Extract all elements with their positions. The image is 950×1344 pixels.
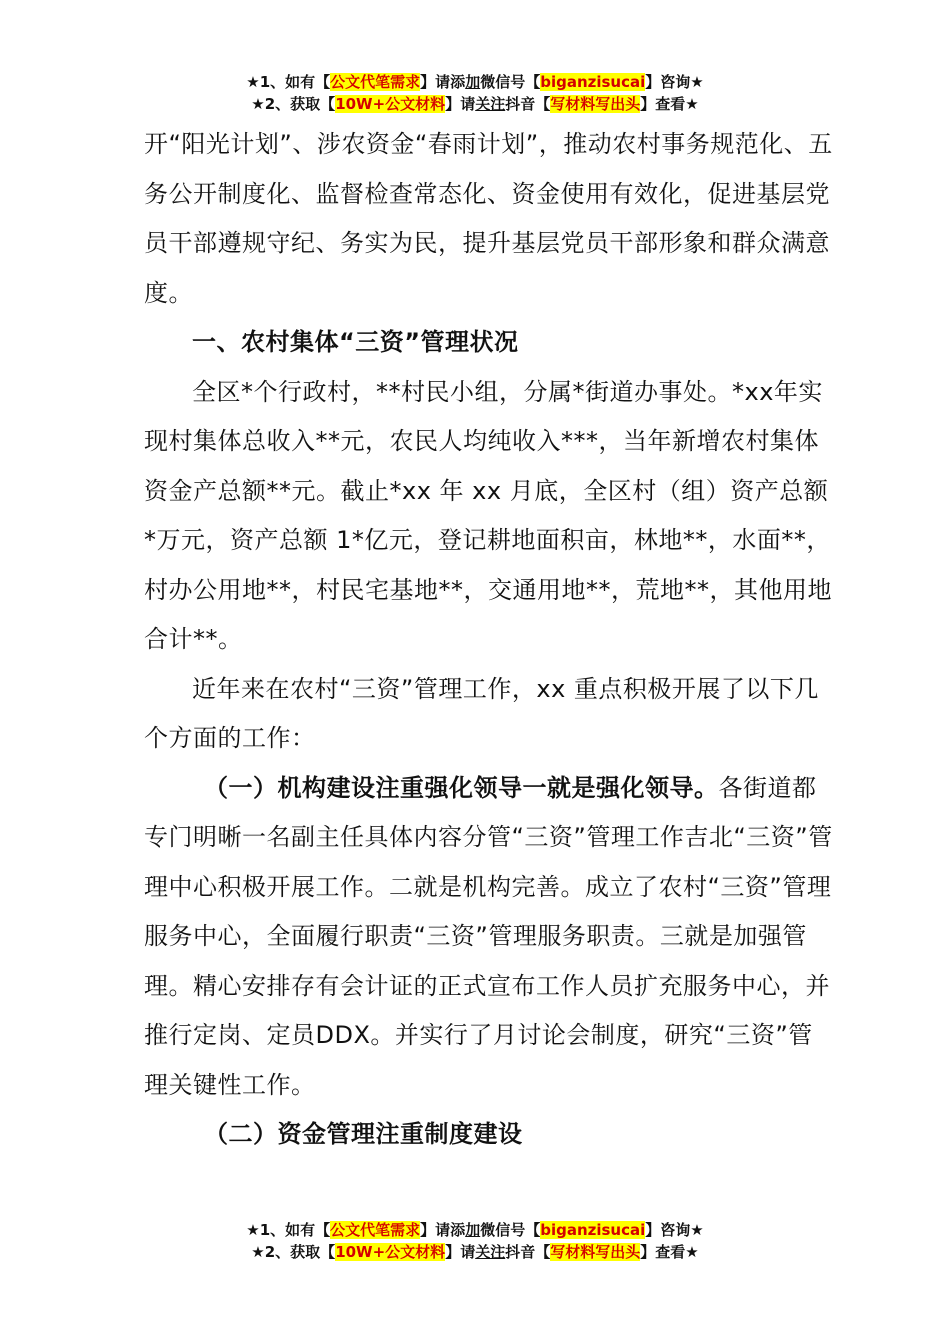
paragraph-4: [144, 764, 834, 1111]
banner-text: 】咨询★: [645, 73, 704, 91]
banner-highlight: 10W+公文材料: [335, 95, 446, 113]
subsection-heading-1: （一）机构建设注重强化领导一就是强化领导。: [204, 773, 719, 802]
banner-line-2: [0, 94, 950, 116]
banner-highlight: 写材料写出头: [550, 95, 641, 113]
banner-text: 抖音【: [505, 95, 551, 113]
banner-underlined: 加: [465, 73, 481, 91]
banner-highlight: 写材料写出头: [550, 1243, 641, 1261]
banner-highlight: biganzisucai: [540, 73, 646, 91]
banner-text: ★2、获取【: [251, 95, 336, 113]
banner-text: 】请: [445, 95, 476, 113]
banner-text: 】咨询★: [645, 1221, 704, 1239]
banner-highlight: 公文代笔需求: [330, 1221, 421, 1239]
banner-text: 】查看★: [640, 95, 699, 113]
banner-underlined: 加: [465, 1221, 481, 1239]
paragraph-1: 开“阳光计划”、涉农资金“春雨计划”，推动农村事务规范化、五务公开制度化、监督检查常态化、资金使用有效化，促进基层党员干部遵规守纪、务实为民，提升基层党员干部形象和群众满意度。: [144, 130, 833, 307]
paragraph-2: 全区*个行政村，**村民小组，分属*街道办事处。*xx年实现村集体总收入**元，农民人均纯收入***，当年新增农村集体资金产总额**元。截止*xx 年 xx 月底，全区村（组）资产总额*万元，资产总额 1*亿元，登记耕地面积亩，林地**，水面**，村办公用地**，村民宅基地**，交通用地**，荒地**，其他用地合计**。: [144, 377, 832, 653]
banner-underlined: 关注: [475, 1243, 506, 1261]
banner-text: 】请添: [420, 73, 466, 91]
paragraph-4-text: 各街道都专门明晰一名副主任具体内容分管“三资”管理工作吉北“三资”管理中心积极开展工作。二就是机构完善。成立了农村“三资”管理服务中心，全面履行职责“三资”管理服务职责。三就是加强管理。精心安排存有会计证的正式宣布工作人员扩充服务中心，并推行定岗、定员DDX。并实行了月讨论会制度，研究“三资”管理关键性工作。: [144, 773, 833, 1099]
banner-text: 微信号【: [480, 73, 541, 91]
banner-text: 】请添: [420, 1221, 466, 1239]
banner-text: 】请: [445, 1243, 476, 1261]
footer-banner: [0, 1220, 950, 1264]
banner-text: ★1、如有【: [246, 1221, 331, 1239]
banner-line-2: [0, 1242, 950, 1264]
banner-highlight: 公文代笔需求: [330, 73, 421, 91]
banner-line-1: [0, 1220, 950, 1242]
banner-highlight: 10W+公文材料: [335, 1243, 446, 1261]
banner-line-1: [0, 72, 950, 94]
banner-text: ★1、如有【: [246, 73, 331, 91]
banner-text: ★2、获取【: [251, 1243, 336, 1261]
header-banner: [0, 72, 950, 116]
banner-underlined: 关注: [475, 95, 506, 113]
subsection-heading-2: （二）资金管理注重制度建设: [204, 1120, 523, 1148]
paragraph-3: 近年来在农村“三资”管理工作，xx 重点积极开展了以下几个方面的工作：: [144, 674, 819, 752]
banner-text: 抖音【: [505, 1243, 551, 1261]
banner-highlight: biganzisucai: [540, 1221, 646, 1239]
banner-text: 】查看★: [640, 1243, 699, 1261]
document-body: [144, 120, 834, 1160]
section-heading-1: 一、农村集体“三资”管理状况: [192, 328, 519, 356]
banner-text: 微信号【: [480, 1221, 541, 1239]
